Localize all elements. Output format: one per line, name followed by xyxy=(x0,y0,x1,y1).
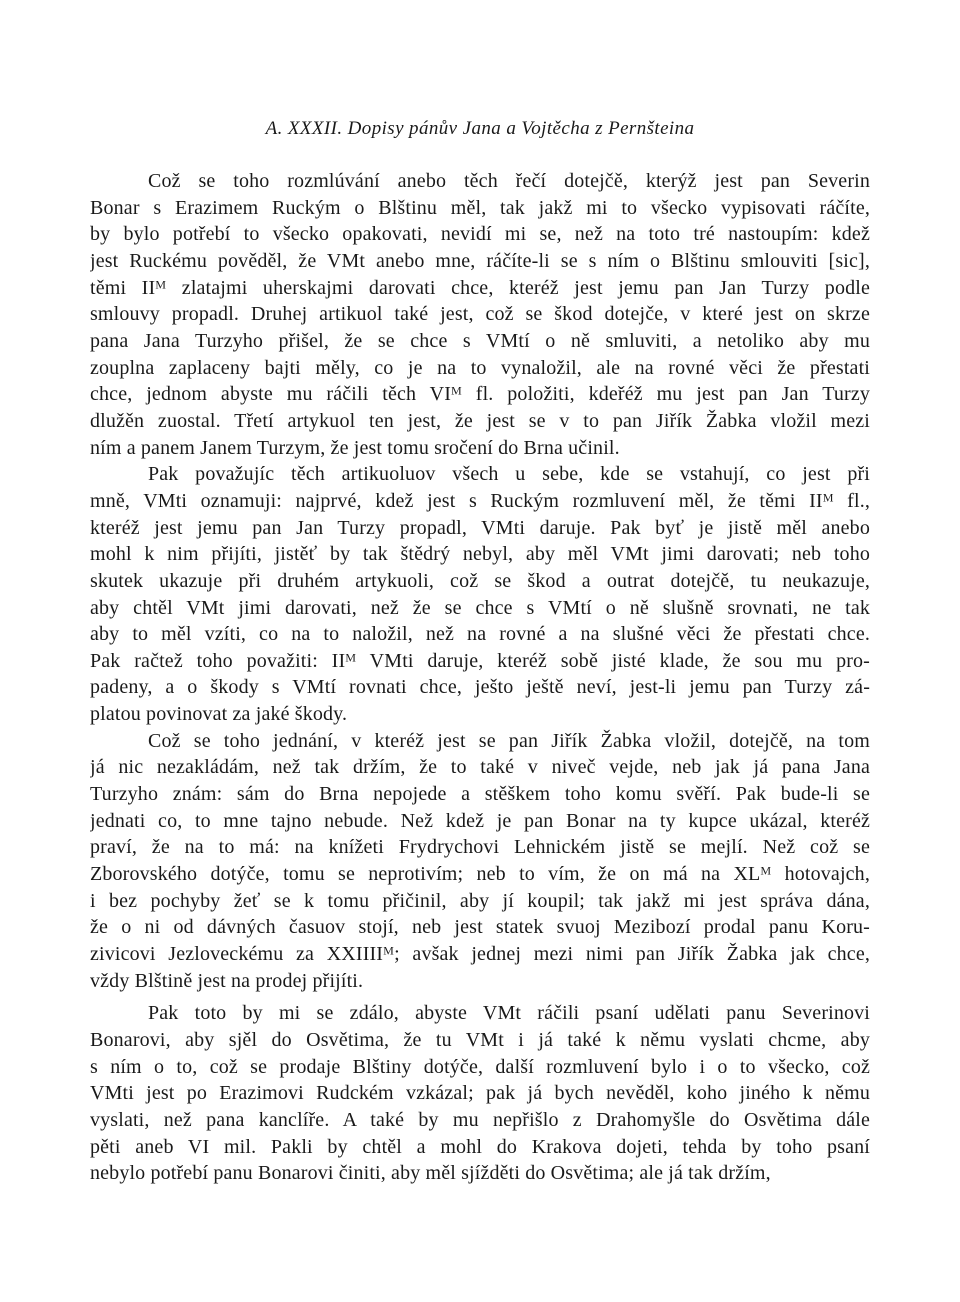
text-line: Pak račtež toho považiti: IIᴹ VMti daruje, kteréž sobě jisté klade, že sou mu pro- xyxy=(90,649,870,672)
body-text xyxy=(90,168,870,1187)
paragraph xyxy=(90,168,870,461)
text-line: i bez pochyby žeť se k tomu přičinil, aby jí koupil; tak jakž mi jest správa dána, xyxy=(90,889,870,912)
text-line: zouplna zaplaceny bajti měly, co je na to vynaložil, ale na rovné věci že přestati xyxy=(90,356,870,379)
text-line: s ním o to, což se prodaje Blštiny dotýče, další rozmluvení bylo i o to všecko, což xyxy=(90,1055,870,1078)
text-line: Turzyho znám: sám do Brna nepojede a stěškem toho komu svěří. Pak bude-li se xyxy=(90,783,870,806)
text-line: pěti aneb VI mil. Pakli by chtěl a mohl do Krakova dojeti, tehda by toho psaní xyxy=(90,1135,870,1158)
text-line: VMti jest po Erazimovi Rudckém vzkázal; pak já bych nevěděl, koho jiného k němu xyxy=(90,1082,870,1105)
text-line: nebylo potřebí panu Bonarovi činiti, aby měl sjížděti do Osvětima; ale já tak držím, xyxy=(90,1162,771,1185)
text-line: Zborovského dotýče, tomu se neprotivím; neb to vím, že on má na XLᴹ hotovajch, xyxy=(90,863,870,886)
text-line: by bylo potřebí to všecko opakovati, nevidí mi se, než na toto tré nastoupím: kdež xyxy=(90,223,870,246)
text-line: kteréž jest jemu pan Jan Turzy propadl, VMti daruje. Pak byť je jistě měl anebo xyxy=(90,516,870,539)
text-line: Bonarovi, aby sjěl do Osvětima, že tu VMt i já také k němu vyslati chcme, aby xyxy=(90,1029,870,1051)
text-line: já nic nezakládám, než tak držím, že to také v niveč vejde, neb jak já pana Jana xyxy=(90,756,870,779)
text-line: skutek ukazuje při druhém artykuoli, což se škod a outrat dotejčě, tu neukazuje, xyxy=(90,569,870,592)
text-line: Bonar s Erazimem Ruckým o Blštinu měl, tak jakž mi to všecko vypisovati ráčíte, xyxy=(90,196,870,219)
text-line: Což se toho rozmlúvání anebo těch řečí dotejčě, kterýž jest pan Severin xyxy=(148,170,870,192)
paragraph xyxy=(90,1000,870,1187)
text-line: že o ni od dávných časuov stojí, neb jest statek svuoj Mezibozí prodal panu Koru- xyxy=(90,916,870,939)
text-line: ním a panem Janem Turzym, že jest tomu sročení do Brna učinil. xyxy=(90,436,620,459)
text-line: praví, že na to má: na knížeti Frydrychovi Lehnickém jistě se mejlí. Než což se xyxy=(90,836,870,859)
text-line: pana Jana Turzyho přišel, že se chce s VMtí o ně smluviti, a netoliko aby mu xyxy=(90,329,870,352)
text-line: vždy Blštině jest na prodej přijíti. xyxy=(90,969,364,992)
text-line: Pak toto by mi se zdálo, abyste VMt ráčili psaní udělati panu Severinovi xyxy=(148,1002,870,1025)
paragraph xyxy=(90,461,870,728)
text-line: těmi IIᴹ zlatajmi uherskajmi darovati chce, kteréž jest jemu pan Jan Turzy podle xyxy=(90,276,870,299)
text-line: Pak považujíc těch artikuoluov všech u sebe, kde se vstahují, co jest při xyxy=(148,463,870,486)
text-line: aby chtěl VMt jimi darovati, než že se chce s VMtí o ně slušně srovnati, ne tak xyxy=(90,596,870,619)
text-line: jednati co, to mne tajno nebude. Než kdež je pan Bonar na ty kupce ukázal, kteréž xyxy=(90,809,870,832)
paragraph xyxy=(90,728,870,995)
text-line: mohl k nim přijíti, jistěť by tak štědrý nebyl, aby měl VMt jimi darovati; neb toho xyxy=(90,543,870,566)
text-line: chce, jednom abyste mu ráčili těch VIᴹ fl. položiti, kdeřéž mu jest pan Jan Turzy xyxy=(90,383,870,406)
text-line: jest Ruckému pověděl, že VMt anebo mne, ráčíte-li se s ním o Blštinu smlouviti [sic], xyxy=(90,249,870,272)
text-line: dlužěn zuostal. Třetí artykuol ten jest, že jest se v to pan Jiřík Žabka vložil mezi xyxy=(90,409,870,432)
text-line: mně, VMti oznamuji: najprvé, kdež jest s Ruckým rozmluvení měl, že těmi IIᴹ fl., xyxy=(90,489,870,512)
text-line: platou povinovat za jaké škody. xyxy=(90,703,348,726)
text-line: vyslati, než pana kanclíře. A také by mu nepřišlo z Drahomyšle do Osvětima dále xyxy=(90,1108,870,1131)
text-line: zivicovi Jezloveckému za XXIIIIᴹ; avšak jednej mezi nimi pan Jiřík Žabka jak chce, xyxy=(90,943,870,966)
text-line: smlouvy propadl. Druhej artikuol také jest, což se škod dotejče, v které jest on skrze xyxy=(90,303,870,326)
text-line: padeny, a o škody s VMtí rovnati chce, ješto ještě neví, jest-li jemu pan Turzy zá- xyxy=(90,676,870,699)
running-head: A. XXXII. Dopisy pánův Jana a Vojtěcha z Pernšteina xyxy=(265,118,695,139)
text-line: Což se toho jednání, v kteréž jest se pan Jiřík Žabka vložil, dotejčě, na tom xyxy=(148,729,870,752)
text-line: aby to měl vzíti, co na to naložil, než na rovné a na slušné věci že přestati chce. xyxy=(90,623,870,646)
